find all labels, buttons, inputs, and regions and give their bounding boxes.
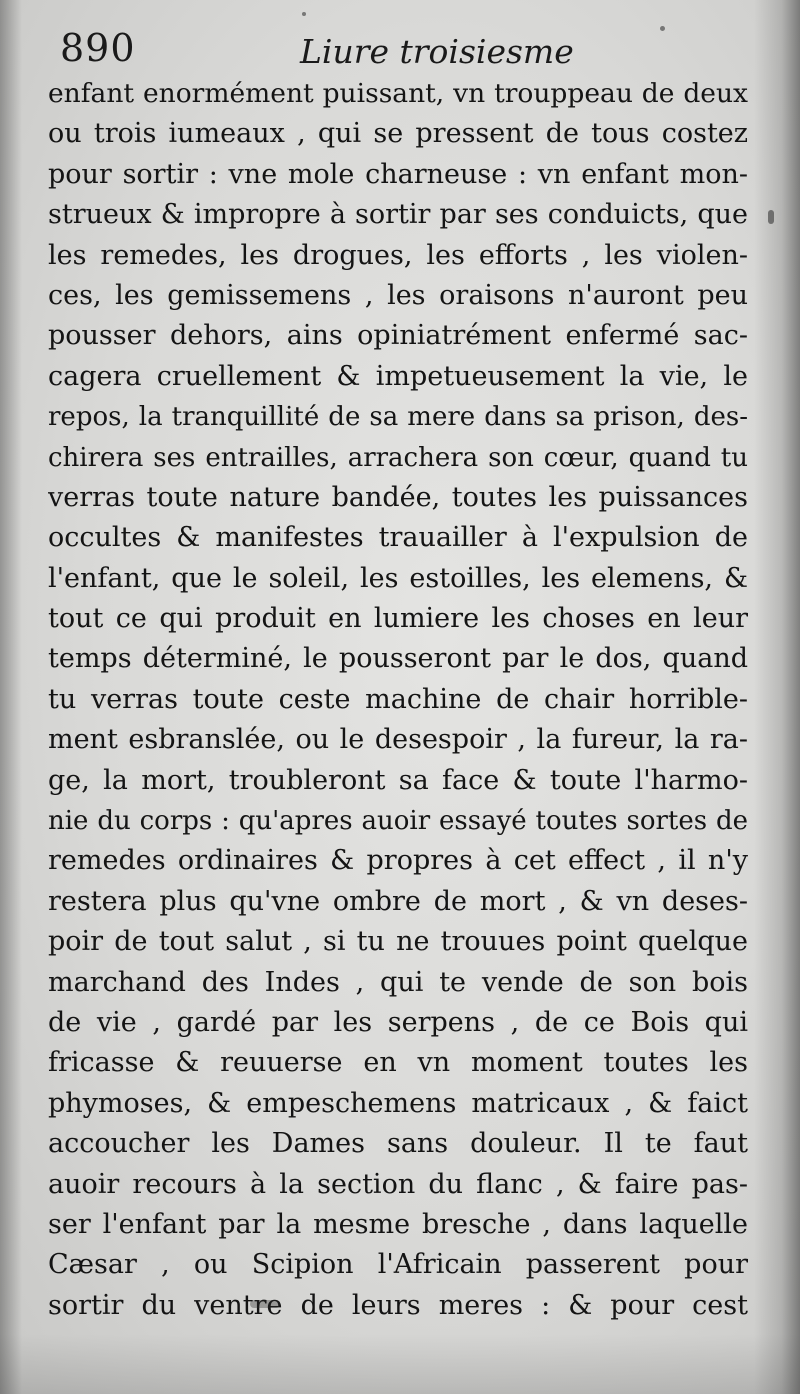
ink-spot [250, 1300, 280, 1308]
ink-spot [302, 12, 306, 16]
text-line: cagera cruellement & impetueusement la vie, le [48, 360, 748, 392]
page-shadow-bottom [0, 1334, 800, 1394]
text-line: nie du corps : qu'apres auoir essayé toutes sortes de [48, 806, 748, 837]
text-line: enfant enormément puissant, vn trouppeau de deux [48, 78, 748, 109]
page-shadow-left [0, 0, 22, 1394]
text-line: les remedes, les drogues, les efforts , les violen- [48, 239, 748, 271]
text-line: fricasse & reuuerse en vn moment toutes les [48, 1047, 748, 1079]
page-number: 890 [60, 26, 136, 70]
text-line: ou trois iumeaux , qui se pressent de tous costez [48, 118, 748, 150]
text-line: sortir du ventre de leurs meres : & pour cest [48, 1289, 748, 1321]
page-header [60, 22, 750, 78]
text-line: auoir recours à la section du flanc , & faire pas- [48, 1168, 748, 1200]
text-line: tout ce qui produit en lumiere les choses en leur [48, 603, 748, 635]
page-shadow-right [754, 0, 800, 1394]
text-line: occultes & manifestes trauailler à l'expulsion de [48, 522, 748, 554]
text-line: phymoses, & empeschemens matricaux , & faict [48, 1087, 748, 1119]
text-line: marchand des Indes , qui te vende de son bois [48, 966, 748, 998]
text-line: ser l'enfant par la mesme bresche , dans laquelle [48, 1208, 748, 1240]
body-text [48, 74, 748, 1326]
text-line: accoucher les Dames sans douleur. Il te faut [48, 1128, 748, 1160]
text-line: ment esbranslée, ou le desespoir , la fureur, la ra- [48, 724, 748, 756]
text-line: poir de tout salut , si tu ne trouues point quelque [48, 926, 748, 958]
text-line: tu verras toute ceste machine de chair horrible- [48, 683, 748, 715]
text-line: pour sortir : vne mole charneuse : vn enfant mon- [48, 158, 748, 190]
ink-spot [768, 210, 774, 224]
text-line: verras toute nature bandée, toutes les puissances [48, 481, 748, 513]
ink-spot [660, 26, 665, 31]
text-line: remedes ordinaires & propres à cet effect , il n'y [48, 845, 748, 877]
text-line: ces, les gemissemens , les oraisons n'auront peu [48, 279, 748, 311]
text-line: temps déterminé, le pousseront par le dos, quand [48, 643, 748, 675]
text-line: restera plus qu'vne ombre de mort , & vn deses- [48, 885, 748, 917]
text-line: l'enfant, que le soleil, les estoilles, les elemens, & [48, 562, 748, 594]
text-line: chirera ses entrailles, arrachera son cœur, quand tu [48, 442, 748, 473]
text-line: de vie , gardé par les serpens , de ce Bois qui [48, 1006, 748, 1038]
text-line: strueux & impropre à sortir par ses conduicts, que [48, 199, 748, 231]
text-line: Cæsar , ou Scipion l'Africain passerent pour [48, 1249, 748, 1281]
text-line: pousser dehors, ains opiniatrément enfermé sac- [48, 320, 748, 352]
text-line: repos, la tranquillité de sa mere dans sa prison, des- [48, 402, 748, 433]
text-line: ge, la mort, troubleront sa face & toute l'harmo- [48, 764, 748, 796]
running-head: Liure troisiesme [300, 32, 574, 71]
